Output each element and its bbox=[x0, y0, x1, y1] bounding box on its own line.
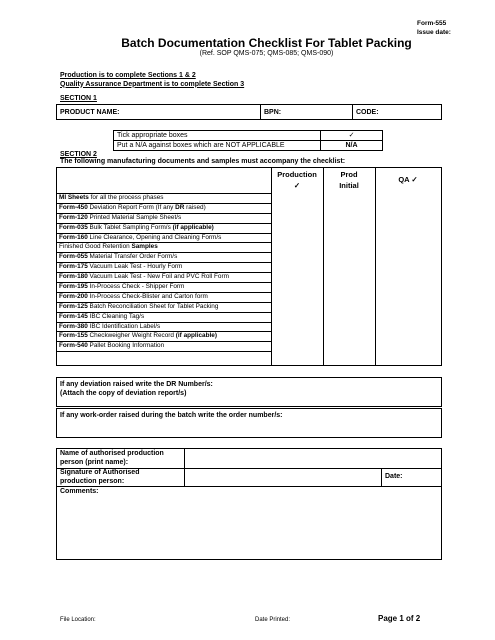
item-emphasis: (if applicable) bbox=[172, 223, 214, 231]
page-number: Page 1 of 2 bbox=[378, 614, 421, 623]
list-item bbox=[57, 194, 271, 204]
file-location-label: File Location: bbox=[60, 617, 96, 623]
section2-heading: SECTION 2 bbox=[60, 151, 97, 158]
signature-label-line2: production person: bbox=[60, 477, 125, 485]
work-order-label: If any work-order raised during the batch write the order number/s: bbox=[60, 412, 283, 419]
item-code: Form-160 bbox=[59, 233, 88, 241]
list-item bbox=[57, 332, 271, 342]
item-code: Form-055 bbox=[59, 253, 88, 261]
item-description: In-Process Check - Shipper Form bbox=[87, 283, 185, 291]
item-description: Finished Good Retention bbox=[59, 243, 132, 251]
work-order-box bbox=[56, 408, 442, 438]
document-items bbox=[57, 194, 271, 352]
item-code: Form-380 bbox=[59, 322, 88, 330]
legend-row-tick bbox=[114, 131, 383, 141]
list-item bbox=[57, 224, 271, 234]
instruction-line-2: Quality Assurance Department is to complete Section 3 bbox=[60, 80, 245, 88]
deviation-note: (Attach the copy of deviation report/s) bbox=[60, 389, 187, 397]
legend-tick-text: Tick appropriate boxes bbox=[114, 131, 321, 141]
document-title: Batch Documentation Checklist For Tablet Packing bbox=[121, 36, 412, 50]
list-item bbox=[57, 303, 271, 313]
legend-table bbox=[113, 130, 383, 151]
instruction-line-1: Production is to complete Sections 1 & 2 bbox=[60, 72, 196, 79]
item-description: Checkweigher Weight Record bbox=[87, 332, 176, 340]
item-emphasis: Samples bbox=[131, 243, 158, 251]
name-field[interactable] bbox=[184, 449, 441, 469]
item-code: Form-120 bbox=[59, 213, 88, 221]
production-column-header bbox=[271, 169, 323, 191]
instructions bbox=[60, 72, 244, 89]
list-item bbox=[57, 342, 271, 352]
product-name-label: PRODUCT NAME: bbox=[60, 109, 120, 116]
issue-date-label: Issue date: bbox=[417, 29, 451, 36]
legend-na-symbol: N/A bbox=[321, 141, 383, 151]
date-printed-label: Date Printed: bbox=[255, 617, 291, 623]
item-code: Form-125 bbox=[59, 302, 88, 310]
list-item bbox=[57, 243, 271, 253]
production-header-tick: ✓ bbox=[293, 181, 301, 190]
list-item bbox=[57, 263, 271, 273]
list-item bbox=[57, 253, 271, 263]
item-code: Form-450 bbox=[59, 203, 88, 211]
deviation-box bbox=[56, 377, 442, 407]
item-code: Form-180 bbox=[59, 273, 88, 281]
column-divider bbox=[323, 168, 324, 365]
product-info-row bbox=[56, 104, 442, 120]
name-label-cell bbox=[57, 449, 185, 469]
divider bbox=[260, 105, 261, 119]
list-item bbox=[57, 293, 271, 303]
form-number-block bbox=[417, 19, 451, 37]
signature-field[interactable] bbox=[184, 468, 382, 487]
item-description: IBC Identification Label/s bbox=[87, 322, 161, 330]
item-description: for all the process phases bbox=[88, 194, 164, 201]
item-description: Material Transfer Order Form/s bbox=[87, 253, 178, 261]
deviation-label: If any deviation raised write the DR Number/s: bbox=[60, 381, 213, 388]
item-code: Form-540 bbox=[59, 342, 88, 350]
item-emphasis: DR bbox=[175, 203, 185, 211]
legend-tick-symbol: ✓ bbox=[321, 131, 383, 141]
qa-column-header: QA ✓ bbox=[398, 175, 418, 184]
prod-initial-label-1: Prod bbox=[340, 170, 358, 179]
divider bbox=[352, 105, 353, 119]
item-code: Form-035 bbox=[59, 223, 88, 231]
item-description: Deviation Report Form (If any bbox=[87, 203, 176, 211]
item-code: Form-195 bbox=[59, 283, 88, 291]
section1-heading: SECTION 1 bbox=[60, 95, 97, 102]
date-label: Date: bbox=[385, 473, 403, 480]
item-code: Form-145 bbox=[59, 312, 88, 320]
item-code: Form-200 bbox=[59, 292, 88, 300]
list-item bbox=[57, 204, 271, 214]
legend-na-text: Put a N/A against boxes which are NOT APPLICABLE bbox=[114, 141, 321, 151]
prod-initial-column-header bbox=[323, 169, 375, 191]
bpn-label: BPN: bbox=[264, 109, 282, 116]
legend-row-na bbox=[114, 141, 383, 151]
section2-instruction: The following manufacturing documents and samples must accompany the checklist: bbox=[60, 158, 346, 165]
item-code: Form-155 bbox=[59, 332, 88, 340]
item-tail: raised) bbox=[184, 203, 206, 211]
divider bbox=[57, 486, 441, 487]
item-description: Printed Material Sample Sheet/s bbox=[87, 213, 182, 221]
list-item bbox=[57, 283, 271, 293]
item-code: Form-175 bbox=[59, 263, 88, 271]
item-description: Line Clearance, Opening and Cleaning Form/s bbox=[87, 233, 222, 241]
item-description: Vacuum Leak Test - Hourly Form bbox=[87, 263, 183, 271]
item-description: Batch Reconciliation Sheet for Tablet Packing bbox=[87, 302, 219, 310]
list-item bbox=[57, 214, 271, 224]
code-label: CODE: bbox=[356, 109, 379, 116]
authorisation-box bbox=[56, 448, 442, 560]
signature-label-cell bbox=[57, 468, 185, 487]
item-description: Pallet Booking Information bbox=[87, 342, 165, 350]
item-description: IBC Cleaning Tag/s bbox=[87, 312, 145, 320]
prod-initial-label-2: Initial bbox=[339, 181, 359, 190]
list-item bbox=[57, 273, 271, 283]
list-item bbox=[57, 313, 271, 323]
signature-label-line1: Signature of Authorised bbox=[60, 469, 140, 476]
item-description: In-Process Check-Blister and Carton form bbox=[87, 292, 208, 300]
sop-reference: (Ref. SOP QMS-075; QMS-085; QMS-090) bbox=[199, 50, 334, 57]
form-number: Form-555 bbox=[417, 20, 447, 27]
item-emphasis: (if applicable) bbox=[175, 332, 217, 340]
name-label-line2: person (print name): bbox=[60, 458, 129, 466]
list-item bbox=[57, 323, 271, 333]
item-code: MI Sheets bbox=[59, 194, 89, 201]
documents-checklist-table bbox=[56, 167, 442, 366]
list-item bbox=[57, 234, 271, 244]
item-description: Vacuum Leak Test - New Foil and PVC Roll Form bbox=[87, 273, 229, 281]
comments-label: Comments: bbox=[60, 488, 99, 495]
name-label-line1: Name of authorised production bbox=[60, 450, 164, 457]
item-description: Bulk Tablet Sampling Form/s bbox=[87, 223, 173, 231]
column-divider bbox=[375, 168, 376, 365]
production-header-label: Production bbox=[277, 170, 317, 179]
column-divider bbox=[271, 168, 272, 365]
